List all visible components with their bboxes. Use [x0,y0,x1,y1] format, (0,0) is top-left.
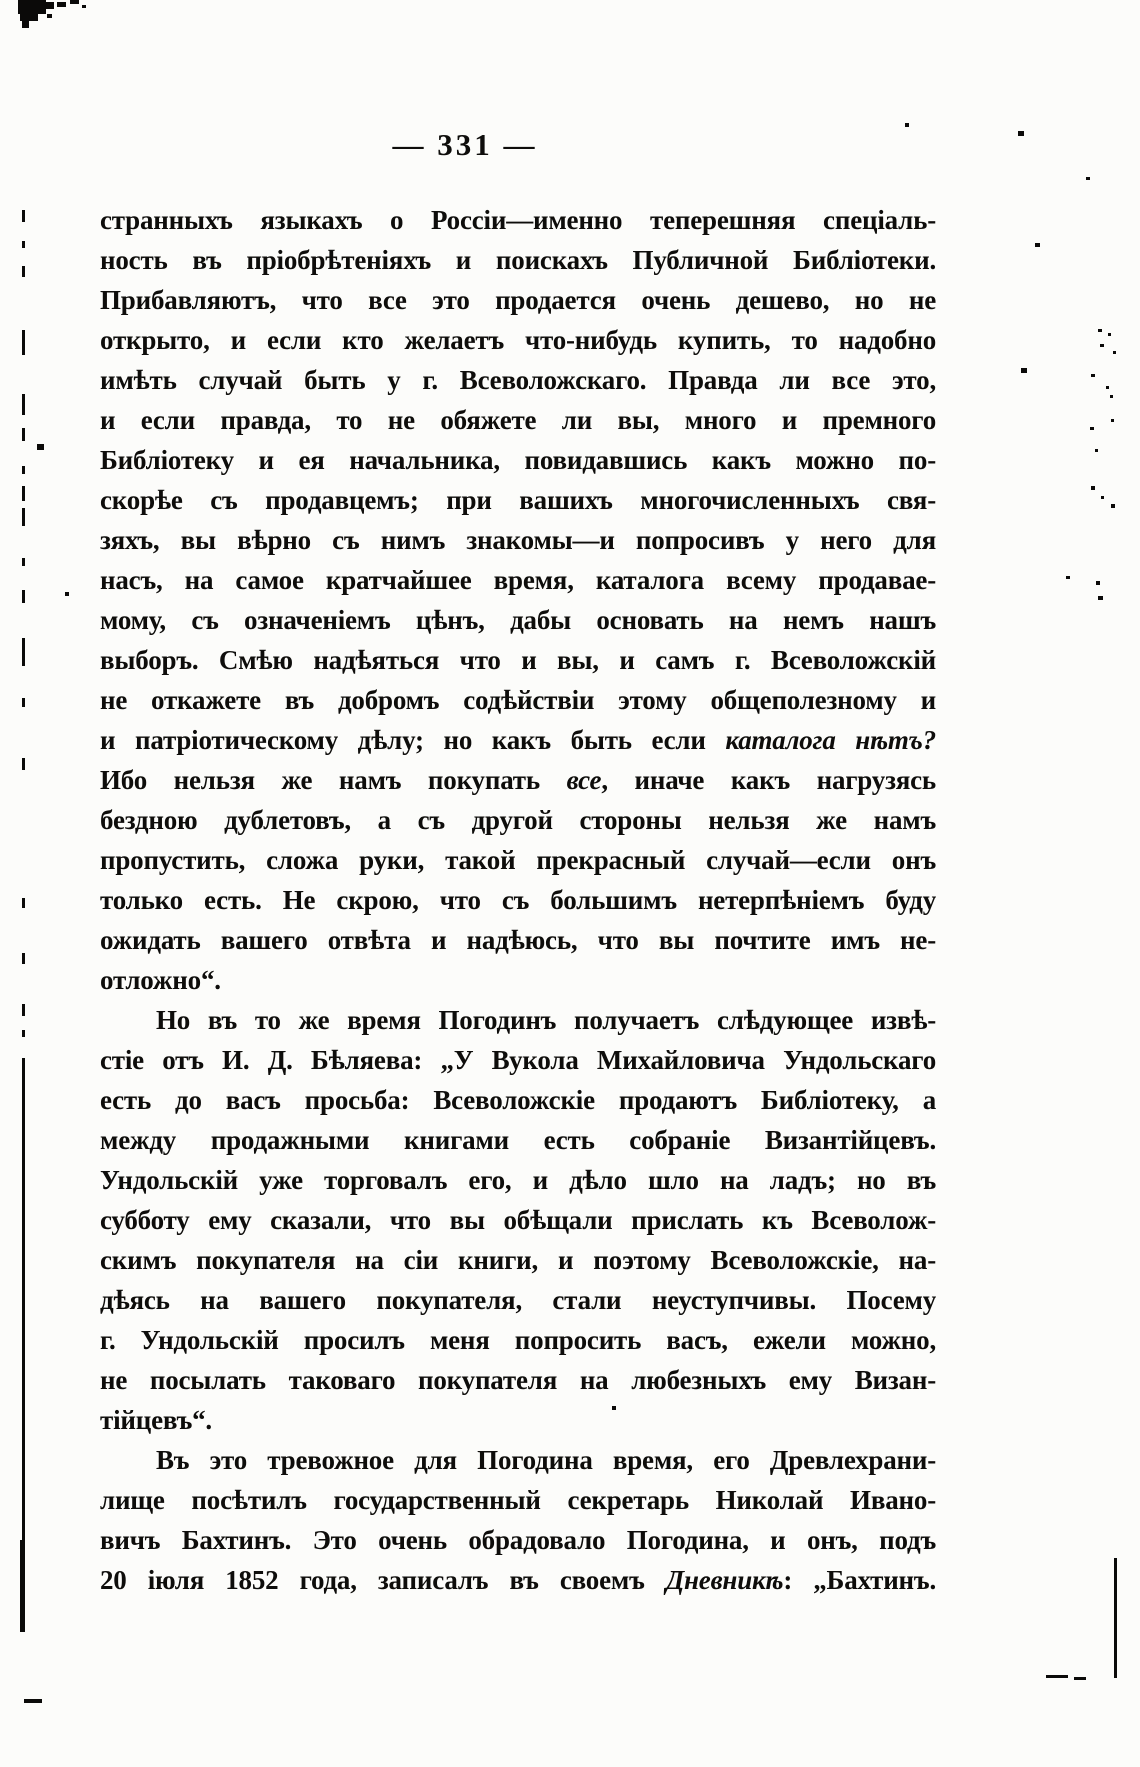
scan-artifact [612,1406,616,1410]
text-line [100,1560,936,1600]
scan-artifact [905,123,909,127]
body-text: Но въ то же время Погодинъ получаетъ слѣдующее извѣ- [156,1005,936,1035]
text-line [100,560,936,600]
scan-artifact [24,1699,42,1703]
body-text: странныхъ языкахъ о Россіи—именно теперешняя спеціаль- [100,205,936,235]
scan-artifact [22,1030,25,1037]
text-line [100,920,936,960]
italic-text: Дневникѣ [665,1565,784,1595]
scan-artifact [1046,1675,1068,1678]
text-line [100,840,936,880]
text-line [100,1080,936,1120]
scan-artifact [22,394,25,415]
text-line [100,360,936,400]
text-line [100,1520,936,1560]
text-line [100,640,936,680]
scan-artifact [1091,486,1095,490]
body-text: зяхъ, вы вѣрно съ нимъ знакомы—и попросивъ у него для [100,525,936,555]
scan-artifact [22,758,25,770]
body-text: открыто, и если кто желаетъ что-нибудь купить, то надобно [100,325,936,355]
text-line [100,200,936,240]
scan-artifact [1021,368,1027,373]
scan-artifact [22,486,25,501]
scan-artifact [1090,427,1094,430]
scan-artifact [57,2,66,7]
text-line [100,1160,936,1200]
text-line [100,760,936,800]
text-line [100,960,936,1000]
scan-artifact [1110,395,1113,398]
text-line [100,1000,936,1040]
scan-artifact [1106,386,1109,389]
text-line [100,1480,936,1520]
scan-artifact [22,266,25,277]
text-line [100,520,936,560]
body-text: скорѣе съ продавцемъ; при вашихъ многочисленныхъ свя- [100,485,936,515]
scan-artifact [22,638,25,666]
body-text: мому, съ означеніемъ цѣнъ, дабы основать на немъ нашъ [100,605,936,635]
scan-artifact [22,428,25,441]
body-text: , иначе какъ нагрузясь [601,765,936,795]
text-line [100,1240,936,1280]
text-line [100,240,936,280]
text-line [100,1040,936,1080]
text-line [100,280,936,320]
body-text: Прибавляютъ, что все это продается очень дешево, но не [100,285,936,315]
scan-artifact [1098,596,1103,600]
scan-artifact [37,444,44,450]
scan-artifact [22,558,25,566]
scan-artifact [22,466,25,474]
text-line [100,440,936,480]
page-number: — 331 — [392,127,538,162]
text-line [100,1200,936,1240]
scan-artifact [22,590,25,603]
scan-artifact [22,241,25,248]
text-line [100,1320,936,1360]
scan-artifact [82,5,86,8]
scan-artifact [1096,581,1100,585]
text-line [100,1360,936,1400]
scan-artifact [1108,333,1111,336]
scan-artifact [65,592,69,596]
body-text: Въ это тревожное для Погодина время, его Древлехрани- [156,1445,936,1475]
scan-artifact [1101,496,1104,499]
scan-artifact [1095,449,1098,452]
text-line [100,1280,936,1320]
scan-artifact [22,330,25,355]
scan-artifact [22,508,25,526]
body-text: ожидать вашего отвѣта и надѣюсь, что вы почтите имъ не- [100,925,936,955]
text-line [100,1120,936,1160]
body-text: между продажными книгами есть собраніе Византійцевъ. [100,1125,936,1155]
body-text: имѣть случай быть у г. Всеволожскаго. Правда ли все это, [100,365,936,395]
body-text: ность въ пріобрѣтеніяхъ и поискахъ Публичной Библіотеки. [100,245,936,275]
text-line [100,880,936,920]
body-text: не посылать таковаго покупателя на любезныхъ ему Визан- [100,1365,936,1395]
italic-text: все [566,765,602,795]
scan-artifact [1074,1677,1086,1680]
body-text: тійцевъ“. [100,1405,212,1435]
body-text: выборъ. Смѣю надѣяться что и вы, и самъ г. Всеволожскій [100,645,936,675]
body-text: субботу ему сказали, что вы обѣщали прислать къ Всеволож- [100,1205,936,1235]
body-text: 20 іюля 1852 года, записалъ въ своемъ [100,1565,666,1595]
body-text: стіе отъ И. Д. Бѣляева: „У Вукола Михайловича Ундольскаго [100,1045,936,1075]
body-text: и патріотическому дѣлу; но какъ быть если [100,725,726,755]
body-text: : „Бахтинъ. [783,1565,936,1595]
scan-artifact [47,14,52,18]
scan-artifact [42,2,54,9]
body-text: отложно“. [100,965,221,995]
scan-artifact [22,1004,25,1016]
scan-artifact [22,953,25,964]
scan-artifact [70,0,79,4]
scan-artifact [22,20,29,28]
scan-artifact [1111,419,1114,422]
text-line [100,720,936,760]
text-line [100,320,936,360]
body-text: пропустить, сложа руки, такой прекрасный случай—если онъ [100,845,936,875]
body-text: лище посѣтилъ государственный секретарь Николай Ивано- [100,1485,936,1515]
body-text: г. Ундольскій просилъ меня попросить васъ, ежели можно, [100,1325,936,1355]
scan-artifact [1018,131,1024,136]
scan-artifact [22,698,25,707]
body-text: насъ, на самое кратчайшее время, каталога всему продавае- [100,565,936,595]
scan-artifact [1066,576,1070,579]
body-text: есть до васъ просьба: Всеволожскіе продаютъ Библіотеку, а [100,1085,936,1115]
text-block [100,200,936,1600]
text-line [100,1440,936,1480]
body-text: не откажете въ добромъ содѣйствіи этому общеполезному и [100,685,936,715]
scan-artifact [1100,344,1104,347]
text-line [100,600,936,640]
text-line [100,480,936,520]
scan-artifact [1111,504,1115,508]
scan-artifact [1086,177,1090,180]
body-text: Ундольскій уже торговалъ его, и дѣло шло на ладъ; но въ [100,1165,936,1195]
body-text: и если правда, то не обяжете ли вы, много и премного [100,405,936,435]
italic-text: каталога нѣтъ? [725,725,936,755]
scan-artifact [22,210,25,222]
scan-artifact [1098,329,1102,332]
scan-artifact [1035,243,1040,247]
text-line [100,1400,936,1440]
body-text: Ибо нельзя же намъ покупать [100,765,567,795]
body-text: бездною дублетовъ, а съ другой стороны нельзя же намъ [100,805,936,835]
body-text: Библіотеку и ея начальника, повидавшись какъ можно по- [100,445,936,475]
scan-artifact [20,1540,25,1632]
text-line [100,800,936,840]
scan-artifact [22,898,25,908]
body-text: только есть. Не скрою, что съ большимъ нетерпѣніемъ буду [100,885,936,915]
body-text: дѣясь на вашего покупателя, стали неуступчивы. Посему [100,1285,936,1315]
body-text: вичъ Бахтинъ. Это очень обрадовало Погодина, и онъ, подъ [100,1525,936,1555]
scan-artifact [1091,374,1095,377]
body-text: скимъ покупателя на сіи книги, и поэтому Всеволожскіе, на- [100,1245,936,1275]
text-line [100,400,936,440]
scan-artifact [1113,351,1116,354]
text-line [100,680,936,720]
scan-artifact [1114,1558,1117,1678]
